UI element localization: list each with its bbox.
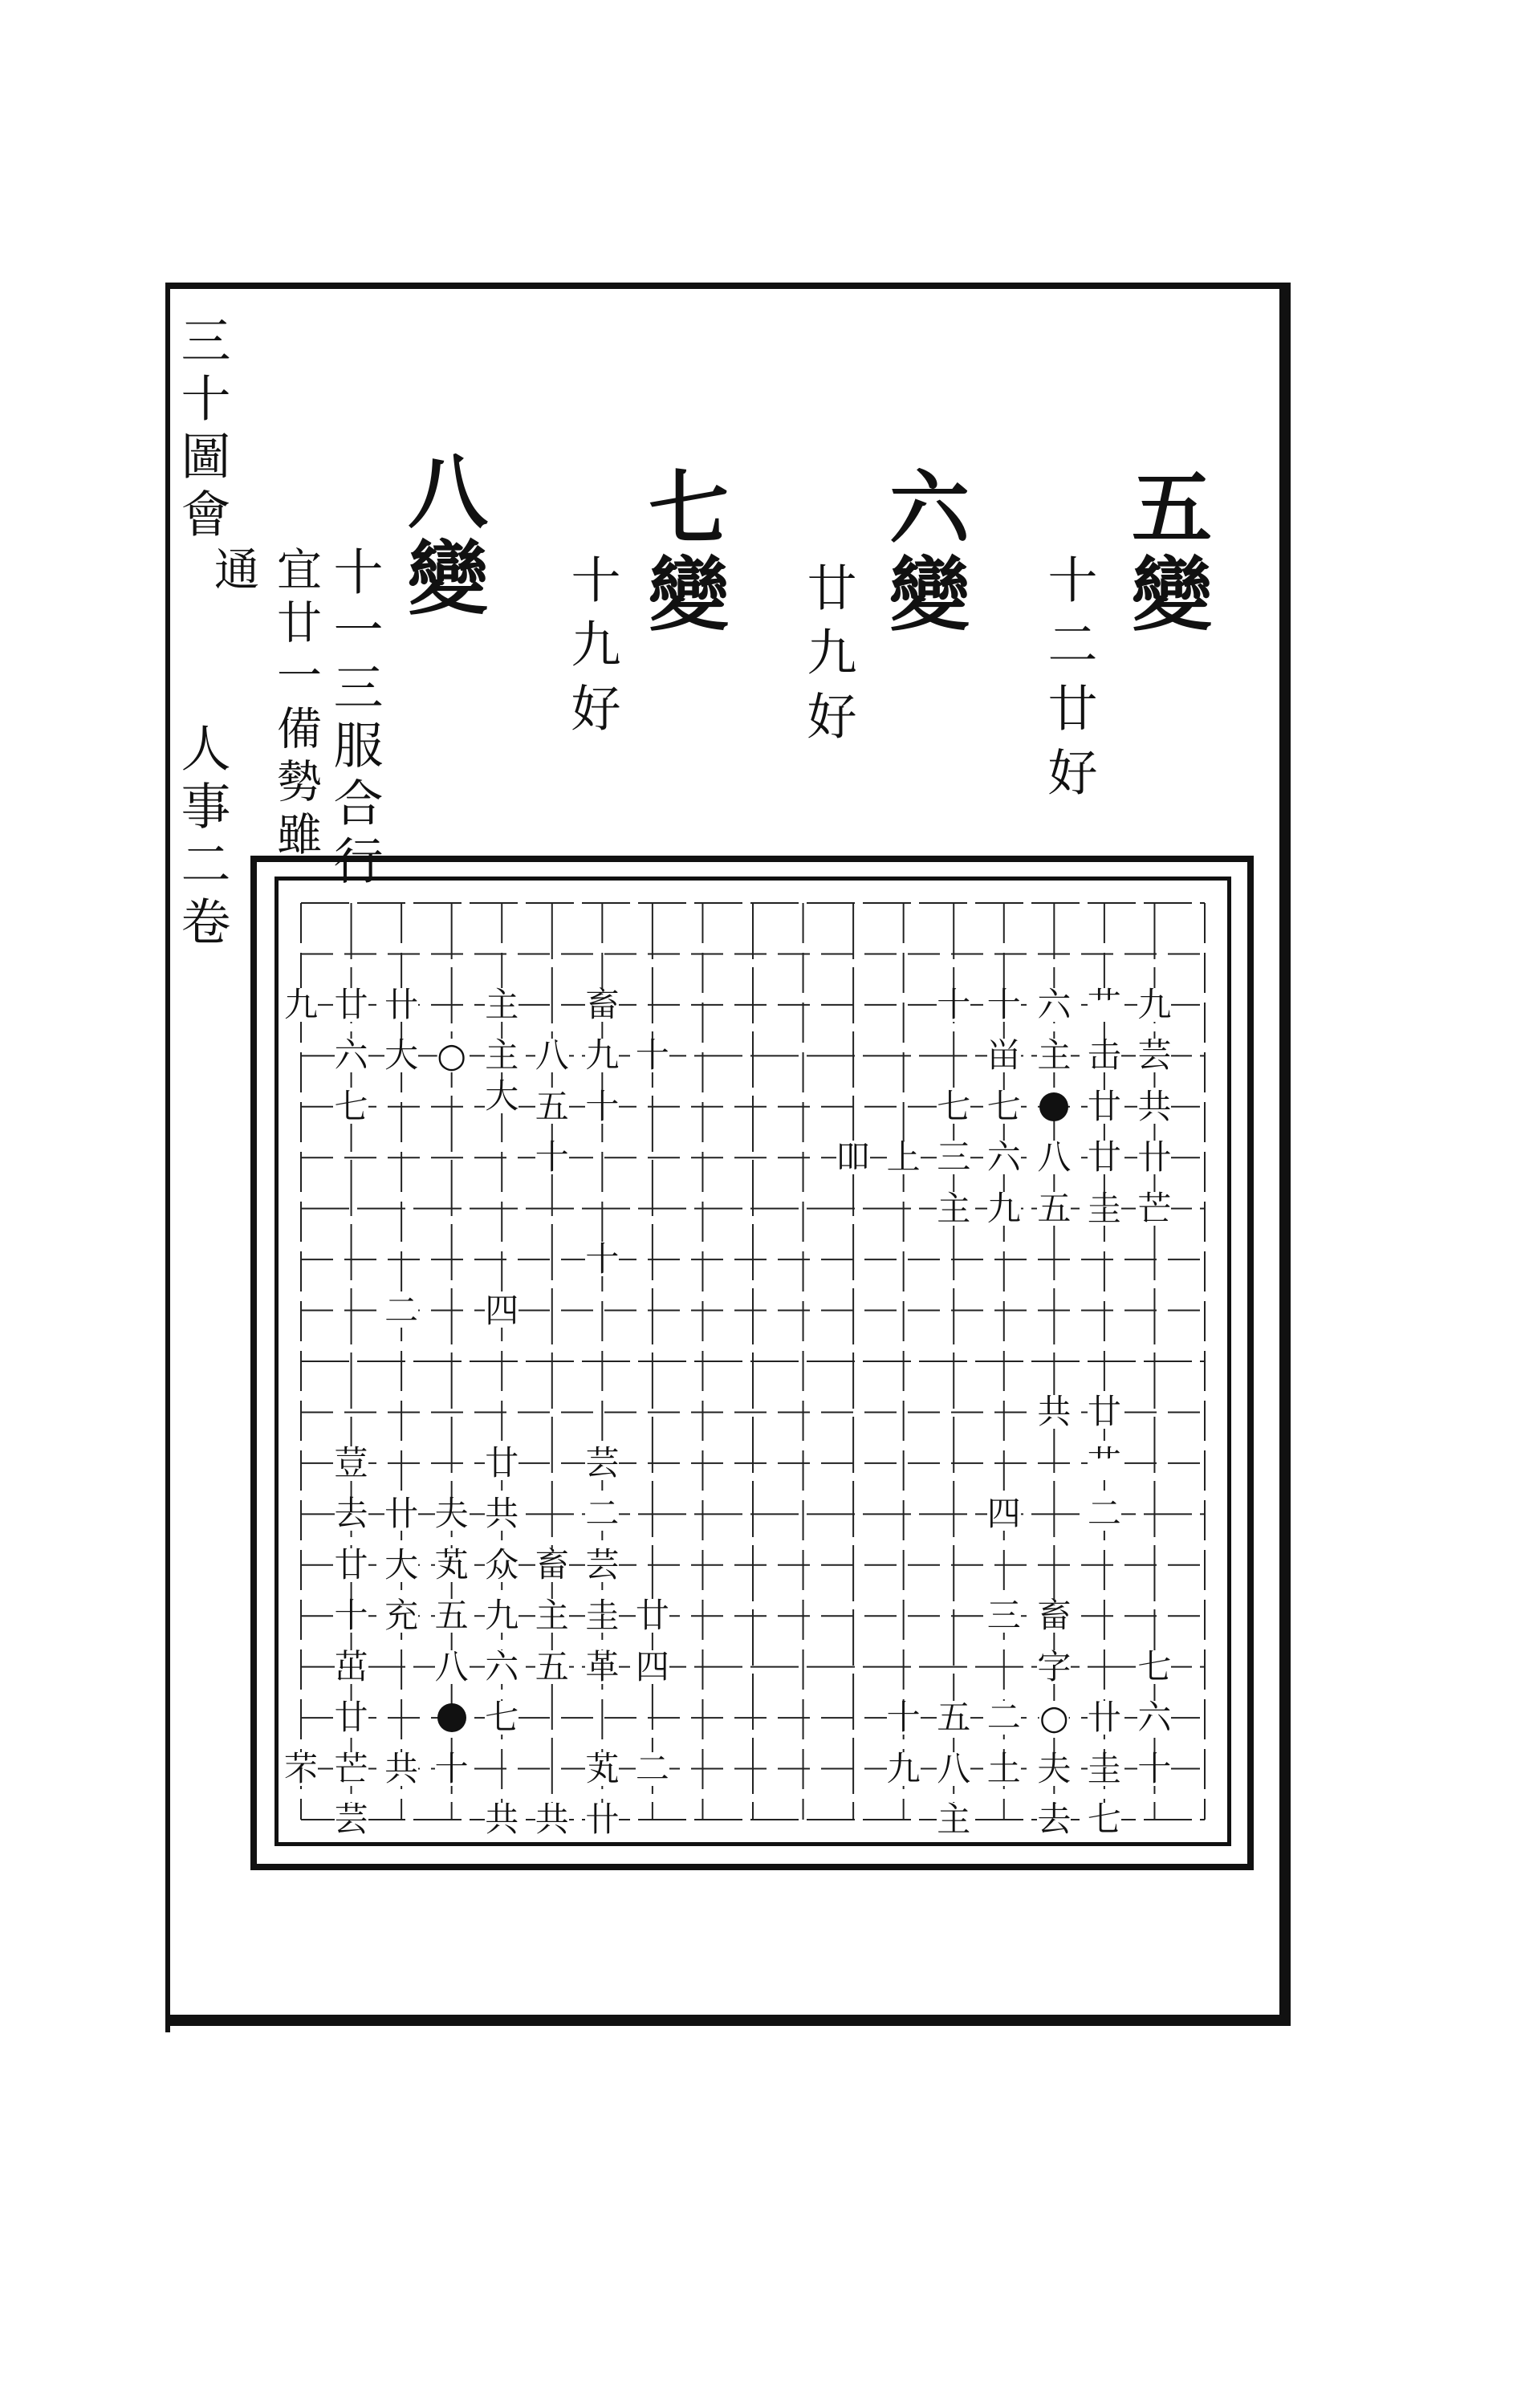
move-number-label: 上 (886, 1137, 921, 1178)
move-number-label: 七 (485, 1698, 519, 1738)
move-number-label: 六 (485, 1646, 519, 1686)
move-number-label: 去 (334, 1494, 368, 1534)
move-number-label: 十 (585, 1239, 620, 1279)
move-number-label: 芸 (334, 1800, 368, 1839)
book-title: 三十圖會 (173, 315, 231, 546)
black-stone (437, 1703, 466, 1732)
move-number-label: 革 (585, 1646, 620, 1686)
move-number-label: 廿 (1087, 1137, 1121, 1178)
move-number-label: 八 (937, 1748, 971, 1788)
move-number-label: 卄 (585, 1800, 620, 1839)
move-number-label: 共 (1037, 1392, 1072, 1432)
move-number-label: 芄 (585, 1748, 620, 1788)
move-number-label: 二 (986, 1698, 1021, 1738)
move-number-label: 九 (986, 1188, 1021, 1228)
move-number-label: 二 (384, 1290, 419, 1330)
board-grid (279, 881, 1227, 1842)
move-number-label: 廿 (635, 1596, 669, 1636)
move-number-label: 九 (585, 1035, 620, 1076)
subtext-5-variation: 十二廿好 (1039, 554, 1098, 811)
heading-8-variation: 八變 (394, 449, 489, 623)
move-number-label: 五 (434, 1596, 469, 1636)
move-number-label: 主 (485, 1035, 519, 1076)
move-number-label: 十 (1137, 1748, 1172, 1788)
move-number-label: 主 (1037, 1035, 1072, 1076)
move-number-label: 充 (384, 1596, 419, 1636)
move-number-label: 主 (485, 984, 519, 1024)
move-number-label: 六 (986, 1137, 1021, 1178)
move-number-label: 九 (485, 1596, 519, 1636)
move-number-label: 共 (485, 1494, 519, 1534)
move-number-label: 五 (535, 1646, 569, 1686)
move-number-label: 芒 (1137, 1188, 1172, 1228)
move-number-label: 主 (937, 1188, 971, 1228)
move-number-label: 廿 (334, 1544, 368, 1584)
move-number-label: 芒 (334, 1748, 368, 1788)
move-number-label: 圭 (1087, 1188, 1121, 1228)
move-number-label: 共 (485, 1800, 519, 1839)
move-number-label: 去 (1037, 1800, 1072, 1839)
move-number-label: 八 (535, 1035, 569, 1076)
move-number-label: 大 (485, 1076, 519, 1117)
move-number-label: 击 (1087, 1035, 1121, 1076)
heading-5-variation: 五變 (1118, 466, 1213, 639)
move-number-label: 十 (986, 984, 1021, 1024)
move-number-label: 土 (986, 1748, 1021, 1788)
move-number-label: 八 (1037, 1137, 1072, 1178)
move-number-label: 五 (1037, 1188, 1072, 1228)
move-number-label: 六 (1037, 984, 1072, 1024)
move-number-label: 畜 (535, 1544, 569, 1584)
move-number-label: 五 (535, 1086, 569, 1126)
move-number-label: 二 (585, 1494, 620, 1534)
move-number-label: 十 (535, 1137, 569, 1178)
move-number-label: 十 (334, 1596, 368, 1636)
move-number-label: 畜 (585, 984, 620, 1024)
move-number-label: 十 (937, 984, 971, 1024)
move-number-label: 九 (886, 1748, 921, 1788)
move-number-label: 芸 (585, 1442, 620, 1483)
move-number-label: 二 (635, 1748, 669, 1788)
move-number-label: 廿 (334, 1698, 368, 1738)
move-number-label: 廿 (1087, 1086, 1121, 1126)
move-number-label: 四 (635, 1646, 669, 1686)
subtext-7-variation: 十九好 (563, 554, 621, 746)
move-number-label: 共 (384, 1748, 419, 1788)
move-number-label: 共 (1137, 1086, 1172, 1126)
move-number-label: 圭 (585, 1596, 620, 1636)
move-number-label: 四 (986, 1494, 1021, 1534)
move-number-label: 六 (1137, 1698, 1172, 1738)
move-number-label: 芄 (434, 1544, 469, 1584)
move-number-label: 七 (1087, 1800, 1121, 1839)
move-number-label: 卄 (384, 1494, 419, 1534)
move-number-label: 廿 (334, 984, 368, 1024)
move-number-label: 三 (986, 1596, 1021, 1636)
move-number-label: 三 (937, 1137, 971, 1178)
heading-6-variation: 六變 (876, 466, 970, 639)
move-number-label: 卄 (1137, 1137, 1172, 1178)
move-number-label: 廿 (485, 1442, 519, 1483)
move-number-label: 九 (283, 984, 319, 1024)
move-number-label: 廿 (1087, 1392, 1121, 1432)
move-number-label: 吅 (836, 1137, 871, 1178)
note-column-1: 宜廿一備勢雖 (270, 546, 322, 864)
move-number-label: 大 (384, 1035, 419, 1076)
move-number-label: 卄 (384, 984, 419, 1024)
move-number-label: 大 (384, 1544, 419, 1584)
move-number-label: 八 (434, 1646, 469, 1686)
heading-7-variation: 七變 (635, 466, 730, 639)
move-number-label: 九 (1137, 984, 1172, 1024)
move-number-label: 艹 (1087, 1442, 1121, 1483)
move-number-label: 芸 (585, 1544, 620, 1584)
move-number-label: 芣 (283, 1748, 319, 1788)
move-number-label: 四 (485, 1290, 519, 1330)
move-number-label: 主 (937, 1800, 971, 1839)
move-number-label: 畜 (1037, 1596, 1072, 1636)
move-number-label: 荳 (334, 1442, 368, 1483)
move-number-label: 圭 (1087, 1748, 1121, 1788)
move-number-label: 字 (1037, 1646, 1072, 1686)
subtext-8-variation: 十一三服合行 (325, 546, 384, 893)
move-number-label: 五 (937, 1698, 971, 1738)
move-number-label: 艹 (1087, 984, 1121, 1024)
move-number-label: 十 (585, 1086, 620, 1126)
move-number-label: 茁 (334, 1646, 368, 1686)
move-number-label: ○ (1039, 1698, 1069, 1738)
subtext-6-variation: 廿九好 (799, 562, 857, 755)
move-number-label: 十 (635, 1035, 669, 1076)
move-number-label: 七 (937, 1086, 971, 1126)
move-number-label: 夫 (434, 1494, 469, 1534)
move-number-label: 七 (1137, 1646, 1172, 1686)
move-number-label: 夫 (1037, 1748, 1072, 1788)
move-number-label: 卄 (1087, 1698, 1121, 1738)
section-label: 人事二卷 (173, 722, 231, 954)
black-stone (1039, 1092, 1068, 1121)
move-number-label: 六 (334, 1035, 368, 1076)
move-number-label: 二 (1087, 1494, 1121, 1534)
move-number-label: 主 (535, 1596, 569, 1636)
move-number-label: 芸 (1137, 1035, 1172, 1076)
move-number-label: 七 (334, 1086, 368, 1126)
move-number-label: 十 (886, 1698, 921, 1738)
move-number-label: 共 (535, 1800, 569, 1839)
move-number-label: ○ (437, 1035, 466, 1076)
note-column-2: 通 (207, 546, 259, 604)
move-number-label: 众 (485, 1544, 519, 1584)
move-number-label: 畄 (986, 1035, 1021, 1076)
go-board (274, 877, 1231, 1846)
move-number-label: 十 (434, 1748, 469, 1788)
move-number-label: 七 (986, 1086, 1021, 1126)
